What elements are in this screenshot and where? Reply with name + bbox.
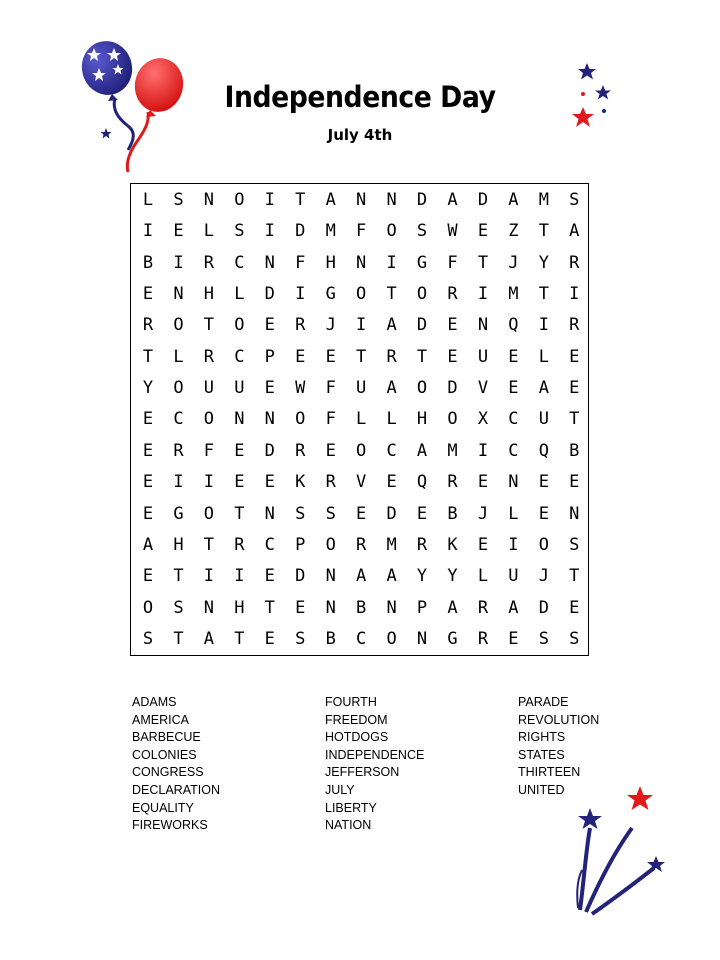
grid-letter: E <box>569 472 580 493</box>
grid-letter: U <box>203 378 215 399</box>
grid-letter: D <box>295 566 306 587</box>
grid-letter: I <box>173 472 184 493</box>
word-list-item: EQUALITY <box>132 800 194 815</box>
grid-letter: F <box>356 221 367 242</box>
grid-letter: H <box>234 597 245 618</box>
grid-letter: G <box>447 628 458 649</box>
grid-row <box>131 467 588 498</box>
grid-letter: S <box>173 597 184 618</box>
grid-row <box>131 593 588 624</box>
grid-letter: O <box>356 284 367 305</box>
grid-letter: E <box>142 472 154 493</box>
grid-letter: E <box>569 378 580 399</box>
word-list-item: FOURTH <box>325 695 377 709</box>
grid-letter: F <box>447 252 458 273</box>
grid-letter: N <box>264 503 275 524</box>
grid-letter: G <box>173 503 184 524</box>
grid-letter: J <box>325 315 336 336</box>
word-list-item: JEFFERSON <box>325 765 400 780</box>
grid-row <box>131 310 588 341</box>
grid-letter: R <box>477 597 489 618</box>
grid-letter: C <box>508 440 519 461</box>
grid-row <box>131 216 588 247</box>
grid-letter: A <box>142 534 154 555</box>
grid-letter: N <box>325 566 336 587</box>
grid-letter: S <box>569 628 580 649</box>
grid-letter: T <box>234 503 245 524</box>
word-list-item: THIRTEEN <box>518 765 581 780</box>
grid-letter: B <box>569 440 580 461</box>
grid-letter: R <box>569 252 580 273</box>
word-list-item: UNITED <box>518 782 565 797</box>
grid-letter: I <box>477 440 489 461</box>
grid-letter: D <box>386 503 397 524</box>
grid-letter: G <box>325 284 336 305</box>
grid-letter: N <box>264 409 275 430</box>
grid-letter: I <box>508 534 519 555</box>
grid-letter: H <box>203 284 215 305</box>
grid-letter: L <box>386 409 397 430</box>
grid-letter: R <box>569 315 580 336</box>
word-list-item: PARADE <box>518 695 569 709</box>
grid-letter: P <box>264 346 275 367</box>
word-list-item: LIBERTY <box>325 800 377 815</box>
grid-letter: F <box>325 409 336 430</box>
grid-letter: S <box>173 190 184 210</box>
grid-letter: A <box>203 628 215 649</box>
word-list-item: RIGHTS <box>518 730 566 745</box>
grid-letter: N <box>416 628 428 649</box>
word-list-item: AMERICA <box>132 712 189 727</box>
grid-letter: E <box>264 315 275 336</box>
grid-letter: C <box>386 440 397 461</box>
grid-letter: T <box>416 346 428 367</box>
grid-row <box>131 561 588 592</box>
grid-letter: A <box>325 190 336 210</box>
grid-letter: D <box>264 440 275 461</box>
grid-letter: C <box>264 534 275 555</box>
grid-letter: K <box>295 472 306 493</box>
grid-row <box>131 404 588 435</box>
grid-letter: B <box>447 503 458 524</box>
grid-letter: E <box>325 346 336 367</box>
grid-letter: L <box>538 346 549 367</box>
grid-letter: R <box>295 440 306 461</box>
grid-letter: S <box>295 503 306 524</box>
grid-letter: E <box>508 628 519 649</box>
grid-letter: E <box>142 440 154 461</box>
grid-letter: E <box>538 503 549 524</box>
grid-letter: R <box>325 472 336 493</box>
grid-letter: D <box>477 190 489 210</box>
grid-letter: O <box>325 534 336 555</box>
grid-letter: C <box>234 252 245 273</box>
grid-letter: R <box>142 315 154 336</box>
grid-letter: T <box>264 597 275 618</box>
grid-letter: R <box>203 346 215 367</box>
grid-letter: E <box>142 503 154 524</box>
grid-letter: R <box>295 315 306 336</box>
word-list-item: COLONIES <box>132 747 197 762</box>
word-list-item: JULY <box>325 782 355 797</box>
grid-letter: D <box>416 190 428 210</box>
grid-letter: E <box>386 472 397 493</box>
grid-letter: U <box>234 378 245 399</box>
grid-letter: R <box>173 440 184 461</box>
grid-letter: T <box>142 346 154 367</box>
grid-letter: I <box>356 315 367 336</box>
grid-letter: A <box>569 221 580 242</box>
word-list-item: INDEPENDENCE <box>325 747 425 762</box>
grid-letter: E <box>142 409 154 430</box>
grid-letter: E <box>264 566 275 587</box>
grid-letter: O <box>203 503 215 524</box>
grid-letter: N <box>173 284 184 305</box>
grid-letter: Z <box>508 221 519 242</box>
grid-letter: O <box>234 315 245 336</box>
grid-letter: T <box>477 252 489 273</box>
grid-row <box>131 436 588 467</box>
grid-letter: G <box>416 252 428 273</box>
grid-letter: L <box>234 284 245 305</box>
grid-letter: E <box>264 628 275 649</box>
grid-letter: T <box>173 566 184 587</box>
grid-letter: F <box>295 252 306 273</box>
grid-letter: I <box>295 284 306 305</box>
grid-letter: E <box>234 440 245 461</box>
grid-letter: O <box>447 409 458 430</box>
grid-letter: C <box>234 346 245 367</box>
grid-letter: F <box>325 378 336 399</box>
grid-letter: T <box>203 534 215 555</box>
word-list-item: FREEDOM <box>325 712 388 727</box>
grid-letter: E <box>264 472 275 493</box>
word-list-item: REVOLUTION <box>518 712 600 727</box>
grid-letter: T <box>295 190 306 210</box>
grid-letter: T <box>569 409 580 430</box>
grid-letter: S <box>416 221 428 242</box>
grid-letter: H <box>173 534 184 555</box>
grid-letter: T <box>356 346 367 367</box>
grid-letter: J <box>508 252 519 273</box>
grid-letter: L <box>203 221 215 242</box>
grid-letter: O <box>356 440 367 461</box>
grid-letter: U <box>356 378 367 399</box>
grid-letter: I <box>264 190 275 210</box>
word-list-item: DECLARATION <box>132 782 220 797</box>
grid-letter: I <box>173 252 184 273</box>
word-list-item: STATES <box>518 747 565 762</box>
grid-letter: E <box>142 566 154 587</box>
word-search-grid <box>130 183 589 656</box>
grid-letter: C <box>173 409 184 430</box>
grid-letter: C <box>508 409 519 430</box>
grid-letter: T <box>173 628 184 649</box>
grid-letter: O <box>173 378 184 399</box>
grid-letter: E <box>477 221 489 242</box>
grid-letter: C <box>356 628 367 649</box>
grid-letter: T <box>538 284 549 305</box>
grid-letter: M <box>447 440 458 461</box>
grid-letter: I <box>264 221 275 242</box>
grid-letter: K <box>447 534 458 555</box>
grid-row <box>131 373 588 404</box>
grid-letter: E <box>477 534 489 555</box>
grid-letter: E <box>173 221 184 242</box>
grid-letter: H <box>416 409 428 430</box>
word-list-item: CONGRESS <box>132 765 204 780</box>
grid-letter: R <box>477 628 489 649</box>
grid-letter: Q <box>538 440 549 461</box>
grid-letter: R <box>447 472 458 493</box>
grid-row <box>131 248 588 279</box>
grid-letter: E <box>295 346 306 367</box>
grid-letter: M <box>538 190 549 210</box>
grid-letter: W <box>447 221 458 242</box>
grid-letter: J <box>477 503 489 524</box>
grid-letter: D <box>295 221 306 242</box>
page-subtitle: July 4th <box>327 126 393 144</box>
grid-letter: N <box>356 252 367 273</box>
grid-letter: O <box>203 409 215 430</box>
grid-letter: E <box>234 472 245 493</box>
grid-letter: N <box>386 597 397 618</box>
grid-letter: B <box>325 628 336 649</box>
grid-letter: S <box>295 628 306 649</box>
grid-letter: D <box>264 284 275 305</box>
grid-letter: B <box>356 597 367 618</box>
firework-icon <box>560 780 680 920</box>
grid-letter: T <box>569 566 580 587</box>
grid-letter: D <box>538 597 549 618</box>
grid-letter: A <box>386 566 397 587</box>
grid-letter: N <box>477 315 489 336</box>
grid-letter: A <box>447 190 458 210</box>
grid-letter: I <box>142 221 154 242</box>
grid-row <box>131 279 588 310</box>
word-list-column-1 <box>132 694 322 835</box>
grid-letter: F <box>203 440 215 461</box>
grid-row <box>131 624 588 655</box>
grid-letter: N <box>325 597 336 618</box>
grid-letter: A <box>508 190 519 210</box>
grid-letter: A <box>416 440 428 461</box>
grid-letter: A <box>508 597 519 618</box>
grid-letter: E <box>538 472 549 493</box>
grid-letter: O <box>234 190 245 210</box>
word-list-item: FIREWORKS <box>132 818 208 833</box>
grid-letter: I <box>203 472 215 493</box>
grid-letter: H <box>325 252 336 273</box>
grid-letter: E <box>477 472 489 493</box>
grid-letter: E <box>508 378 519 399</box>
grid-letter: U <box>538 409 549 430</box>
grid-letter: E <box>569 346 580 367</box>
grid-letter: V <box>356 472 367 493</box>
grid-letter: S <box>325 503 336 524</box>
grid-letter: O <box>295 409 306 430</box>
grid-row <box>131 499 588 530</box>
grid-letter: P <box>416 597 428 618</box>
grid-letter: O <box>416 284 428 305</box>
grid-letter: N <box>356 190 367 210</box>
grid-letter: I <box>234 566 245 587</box>
grid-letter: I <box>538 315 549 336</box>
grid-row <box>131 342 588 373</box>
grid-letter: E <box>142 284 154 305</box>
grid-letter: W <box>295 378 306 399</box>
grid-letter: R <box>356 534 367 555</box>
page-title: Independence Day <box>224 80 496 114</box>
grid-letter: A <box>538 378 549 399</box>
grid-letter: M <box>386 534 397 555</box>
grid-letter: N <box>234 409 245 430</box>
grid-letter: R <box>386 346 397 367</box>
grid-letter: U <box>508 566 519 587</box>
grid-letter: P <box>295 534 306 555</box>
grid-row <box>131 185 588 216</box>
grid-letter: T <box>234 628 245 649</box>
grid-letter: Y <box>447 566 458 587</box>
grid-letter: N <box>203 190 215 210</box>
grid-letter: A <box>386 378 397 399</box>
grid-letter: L <box>477 566 489 587</box>
grid-letter: D <box>416 315 428 336</box>
grid-letter: Y <box>142 378 154 399</box>
grid-letter: O <box>142 597 154 618</box>
grid-letter: L <box>142 190 154 210</box>
grid-letter: M <box>325 221 336 242</box>
grid-letter: E <box>569 597 580 618</box>
grid-letter: E <box>447 315 458 336</box>
grid-letter: Y <box>538 252 549 273</box>
grid-letter: L <box>508 503 519 524</box>
grid-letter: B <box>142 252 154 273</box>
grid-letter: O <box>386 221 397 242</box>
grid-letter: I <box>203 566 215 587</box>
grid-letter: E <box>447 346 458 367</box>
grid-letter: N <box>264 252 275 273</box>
word-list-item: HOTDOGS <box>325 730 389 745</box>
word-list-item: BARBECUE <box>132 730 201 745</box>
grid-letter: E <box>508 346 519 367</box>
grid-letter: T <box>538 221 549 242</box>
grid-letter: S <box>142 628 154 649</box>
grid-letter: E <box>416 503 428 524</box>
grid-letter: I <box>569 284 580 305</box>
grid-letter: M <box>508 284 519 305</box>
grid-letter: S <box>569 190 580 210</box>
word-list-item: NATION <box>325 818 372 833</box>
grid-letter: S <box>538 628 549 649</box>
grid-letter: N <box>508 472 519 493</box>
grid-letter: E <box>356 503 367 524</box>
grid-letter: O <box>173 315 184 336</box>
grid-letter: Q <box>508 315 519 336</box>
grid-letter: J <box>538 566 549 587</box>
grid-letter: R <box>234 534 245 555</box>
grid-letter: E <box>325 440 336 461</box>
grid-letter: D <box>447 378 458 399</box>
grid-letter: O <box>416 378 428 399</box>
grid-letter: Q <box>416 472 428 493</box>
grid-letter: O <box>386 628 397 649</box>
grid-letter: I <box>386 252 397 273</box>
grid-letter: X <box>477 409 489 430</box>
grid-letter: E <box>264 378 275 399</box>
grid-letter: O <box>538 534 549 555</box>
word-list-item: ADAMS <box>132 695 177 709</box>
grid-letter: L <box>173 346 184 367</box>
grid-letter: E <box>295 597 306 618</box>
word-list-column-2 <box>325 694 515 835</box>
grid-letter: A <box>356 566 367 587</box>
grid-letter: N <box>386 190 397 210</box>
grid-row <box>131 530 588 561</box>
grid-letter: S <box>569 534 580 555</box>
grid-letter: Y <box>416 566 428 587</box>
grid-letter: R <box>447 284 458 305</box>
grid-letter: L <box>356 409 367 430</box>
grid-letter: V <box>477 378 489 399</box>
grid-letter: N <box>569 503 580 524</box>
grid-letter: I <box>477 284 489 305</box>
grid-letter: R <box>416 534 428 555</box>
grid-letter: U <box>477 346 489 367</box>
grid-letter: N <box>203 597 215 618</box>
grid-letter: A <box>447 597 458 618</box>
grid-letter: R <box>203 252 215 273</box>
grid-letter: S <box>234 221 245 242</box>
grid-letter: T <box>203 315 215 336</box>
grid-letter: A <box>386 315 397 336</box>
grid-letter: T <box>386 284 397 305</box>
